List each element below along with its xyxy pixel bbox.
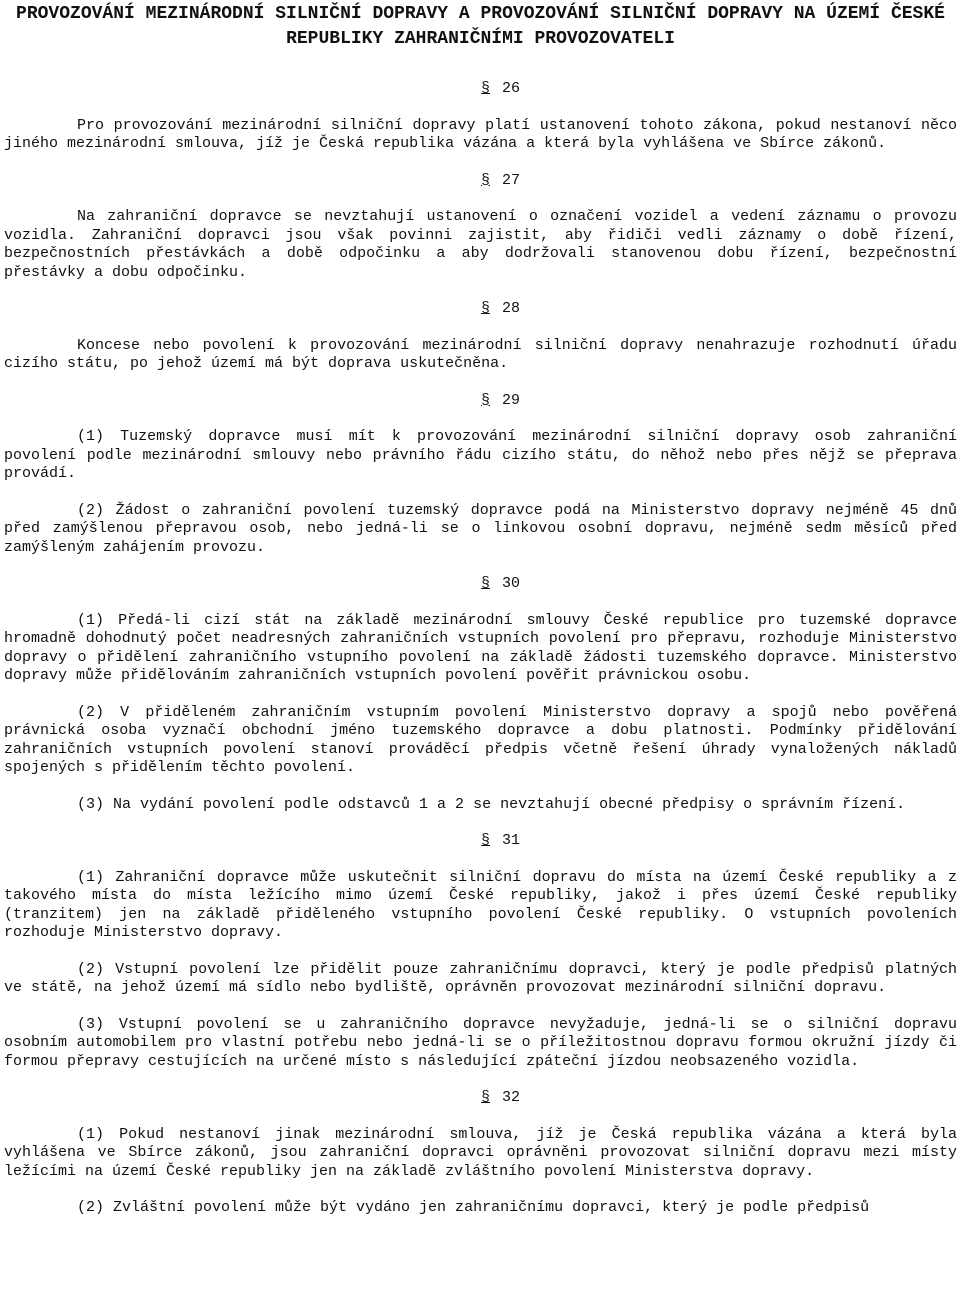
section-heading bbox=[4, 80, 957, 99]
section-symbol: § bbox=[480, 575, 490, 592]
paragraph-gap bbox=[4, 778, 957, 796]
section-heading bbox=[4, 172, 957, 191]
section-symbol: § bbox=[480, 391, 490, 409]
section-symbol: § bbox=[480, 171, 490, 189]
section-number: 27 bbox=[502, 171, 521, 189]
section-heading bbox=[4, 575, 957, 594]
section-paragraph: (2) Žádost o zahraniční povolení tuzemský dopravce podá na Ministerstvo dopravy nejméně 45 dnů před zamýšlenou přepravou osob, nebo jedná-li se o linkovou osobní dopravu, nejméně sedm měsíců před zamýšleným zahájením provozu. bbox=[4, 501, 957, 556]
section-symbol: § bbox=[480, 300, 490, 317]
section-number: 32 bbox=[502, 1089, 521, 1106]
section-heading bbox=[4, 392, 957, 411]
section-paragraph: (1) Pokud nestanoví jinak mezinárodní smlouva, jíž je Česká republika vázána a která byla vyhlášena ve Sbírce zákonů, jsou zahraniční dopravci oprávněni provozovat silniční dopravu mezi místy ležícími na území České republiky jen na základě zvláštního povolení Ministerstva dopravy. bbox=[4, 1125, 957, 1180]
section-heading bbox=[4, 832, 957, 851]
paragraph-gap bbox=[4, 686, 957, 704]
section-heading bbox=[4, 300, 957, 319]
section-paragraph: (1) Předá-li cizí stát na základě mezinárodní smlouvy České republice pro tuzemské dopravce hromadně dohodnutý počet neadresných zahraničních vstupních povolení pro přepravu, rozhoduje Ministerstvo dopravy o přidělení zahraničního vstupního povolení na základě žádosti tuzemského dopravce. Ministerstvo dopravy může přidělováním zahraničních vstupních povolení pověřit právnickou osobu. bbox=[4, 611, 957, 684]
section-paragraph: Na zahraniční dopravce se nevztahují ustanovení o označení vozidel a vedení záznamu o provozu vozidla. Zahraniční dopravci jsou však povinni zajistit, aby řidiči vedli záznamy o době řízení, bezpečnostních přestávkách a době odpočinku a aby dodržovali stanovenou dobu řízení, bezpečnostní přestávky a dobu odpočinku. bbox=[4, 208, 957, 281]
section-paragraph: (1) Zahraniční dopravce může uskutečnit silniční dopravu do místa na území České republiky a z takového místa do místa ležícího mimo území České republiky, jakož i přes území České republiky (tranzitem) jen na základě přiděleného vstupního povolení České republiky. O vstupních povoleních rozhoduje Ministerstvo dopravy. bbox=[4, 868, 957, 941]
section-symbol: § bbox=[480, 1089, 490, 1106]
paragraph-gap bbox=[4, 943, 957, 961]
section-paragraph: (3) Vstupní povolení se u zahraničního dopravce nevyžaduje, jedná-li se o silniční dopravu osobním automobilem pro vlastní potřebu nebo jedná-li se o příležitostnou dopravu formou okružní jízdy či formou přepravy cestujících na určené místo s následující zpáteční jízdou neobsazeného vozidla. bbox=[4, 1015, 957, 1070]
section-number: 30 bbox=[502, 575, 521, 592]
section-number: 31 bbox=[502, 832, 521, 849]
paragraph-gap bbox=[4, 998, 957, 1016]
section-paragraph: Koncese nebo povolení k provozování mezinárodní silniční dopravy nenahrazuje rozhodnutí úřadu cizího státu, po jehož území má být doprava uskutečněna. bbox=[4, 336, 957, 372]
section-paragraph: (2) V přiděleném zahraničním vstupním povolení Ministerstvo dopravy a spojů nebo pověřená právnická osoba vyznačí obchodní jméno tuzemského dopravce a dobu platnosti. Podmínky přidělování zahraničních vstupních povolení stanoví prováděcí předpis včetně řešení úhrady vynaložených nákladů spojených s přidělením těchto povolení. bbox=[4, 703, 957, 776]
section-number: 26 bbox=[502, 80, 521, 97]
section-number: 29 bbox=[502, 391, 521, 409]
section-symbol: § bbox=[480, 80, 490, 97]
paragraph-gap bbox=[4, 1181, 957, 1199]
section-paragraph: (2) Vstupní povolení lze přidělit pouze zahraničnímu dopravci, který je podle předpisů platných ve státě, na jehož území má sídlo nebo bydliště, oprávněn provozovat mezinárodní silniční dopravu. bbox=[4, 960, 957, 996]
document-title: PROVOZOVÁNÍ MEZINÁRODNÍ SILNIČNÍ DOPRAVY A PROVOZOVÁNÍ SILNIČNÍ DOPRAVY NA ÚZEMÍ ČESKÉ REPUBLIKY ZAHRANIČNÍMI PROVOZOVATELI bbox=[16, 4, 945, 49]
paragraph-gap bbox=[4, 484, 957, 502]
section-paragraph: (1) Tuzemský dopravce musí mít k provozování mezinárodní silniční dopravy osob zahraniční povolení podle mezinárodní smlouvy nebo právního řádu cizího státu, do něhož nebo přes nějž se přeprava provádí. bbox=[4, 428, 957, 482]
section-paragraph: Pro provozování mezinárodní silniční dopravy platí ustanovení tohoto zákona, pokud nestanoví něco jiného mezinárodní smlouva, jíž je Česká republika vázána a která byla vyhlášena ve Sbírce zákonů. bbox=[4, 116, 957, 152]
section-heading bbox=[4, 1089, 957, 1108]
section-number: 28 bbox=[502, 300, 521, 317]
section-symbol: § bbox=[480, 832, 490, 849]
section-paragraph: (2) Zvláštní povolení může být vydáno jen zahraničnímu dopravci, který je podle předpisů bbox=[77, 1199, 870, 1216]
sections-container bbox=[4, 80, 957, 1218]
section-paragraph: (3) Na vydání povolení podle odstavců 1 a 2 se nevztahují obecné předpisy o správním řízení. bbox=[77, 795, 906, 813]
